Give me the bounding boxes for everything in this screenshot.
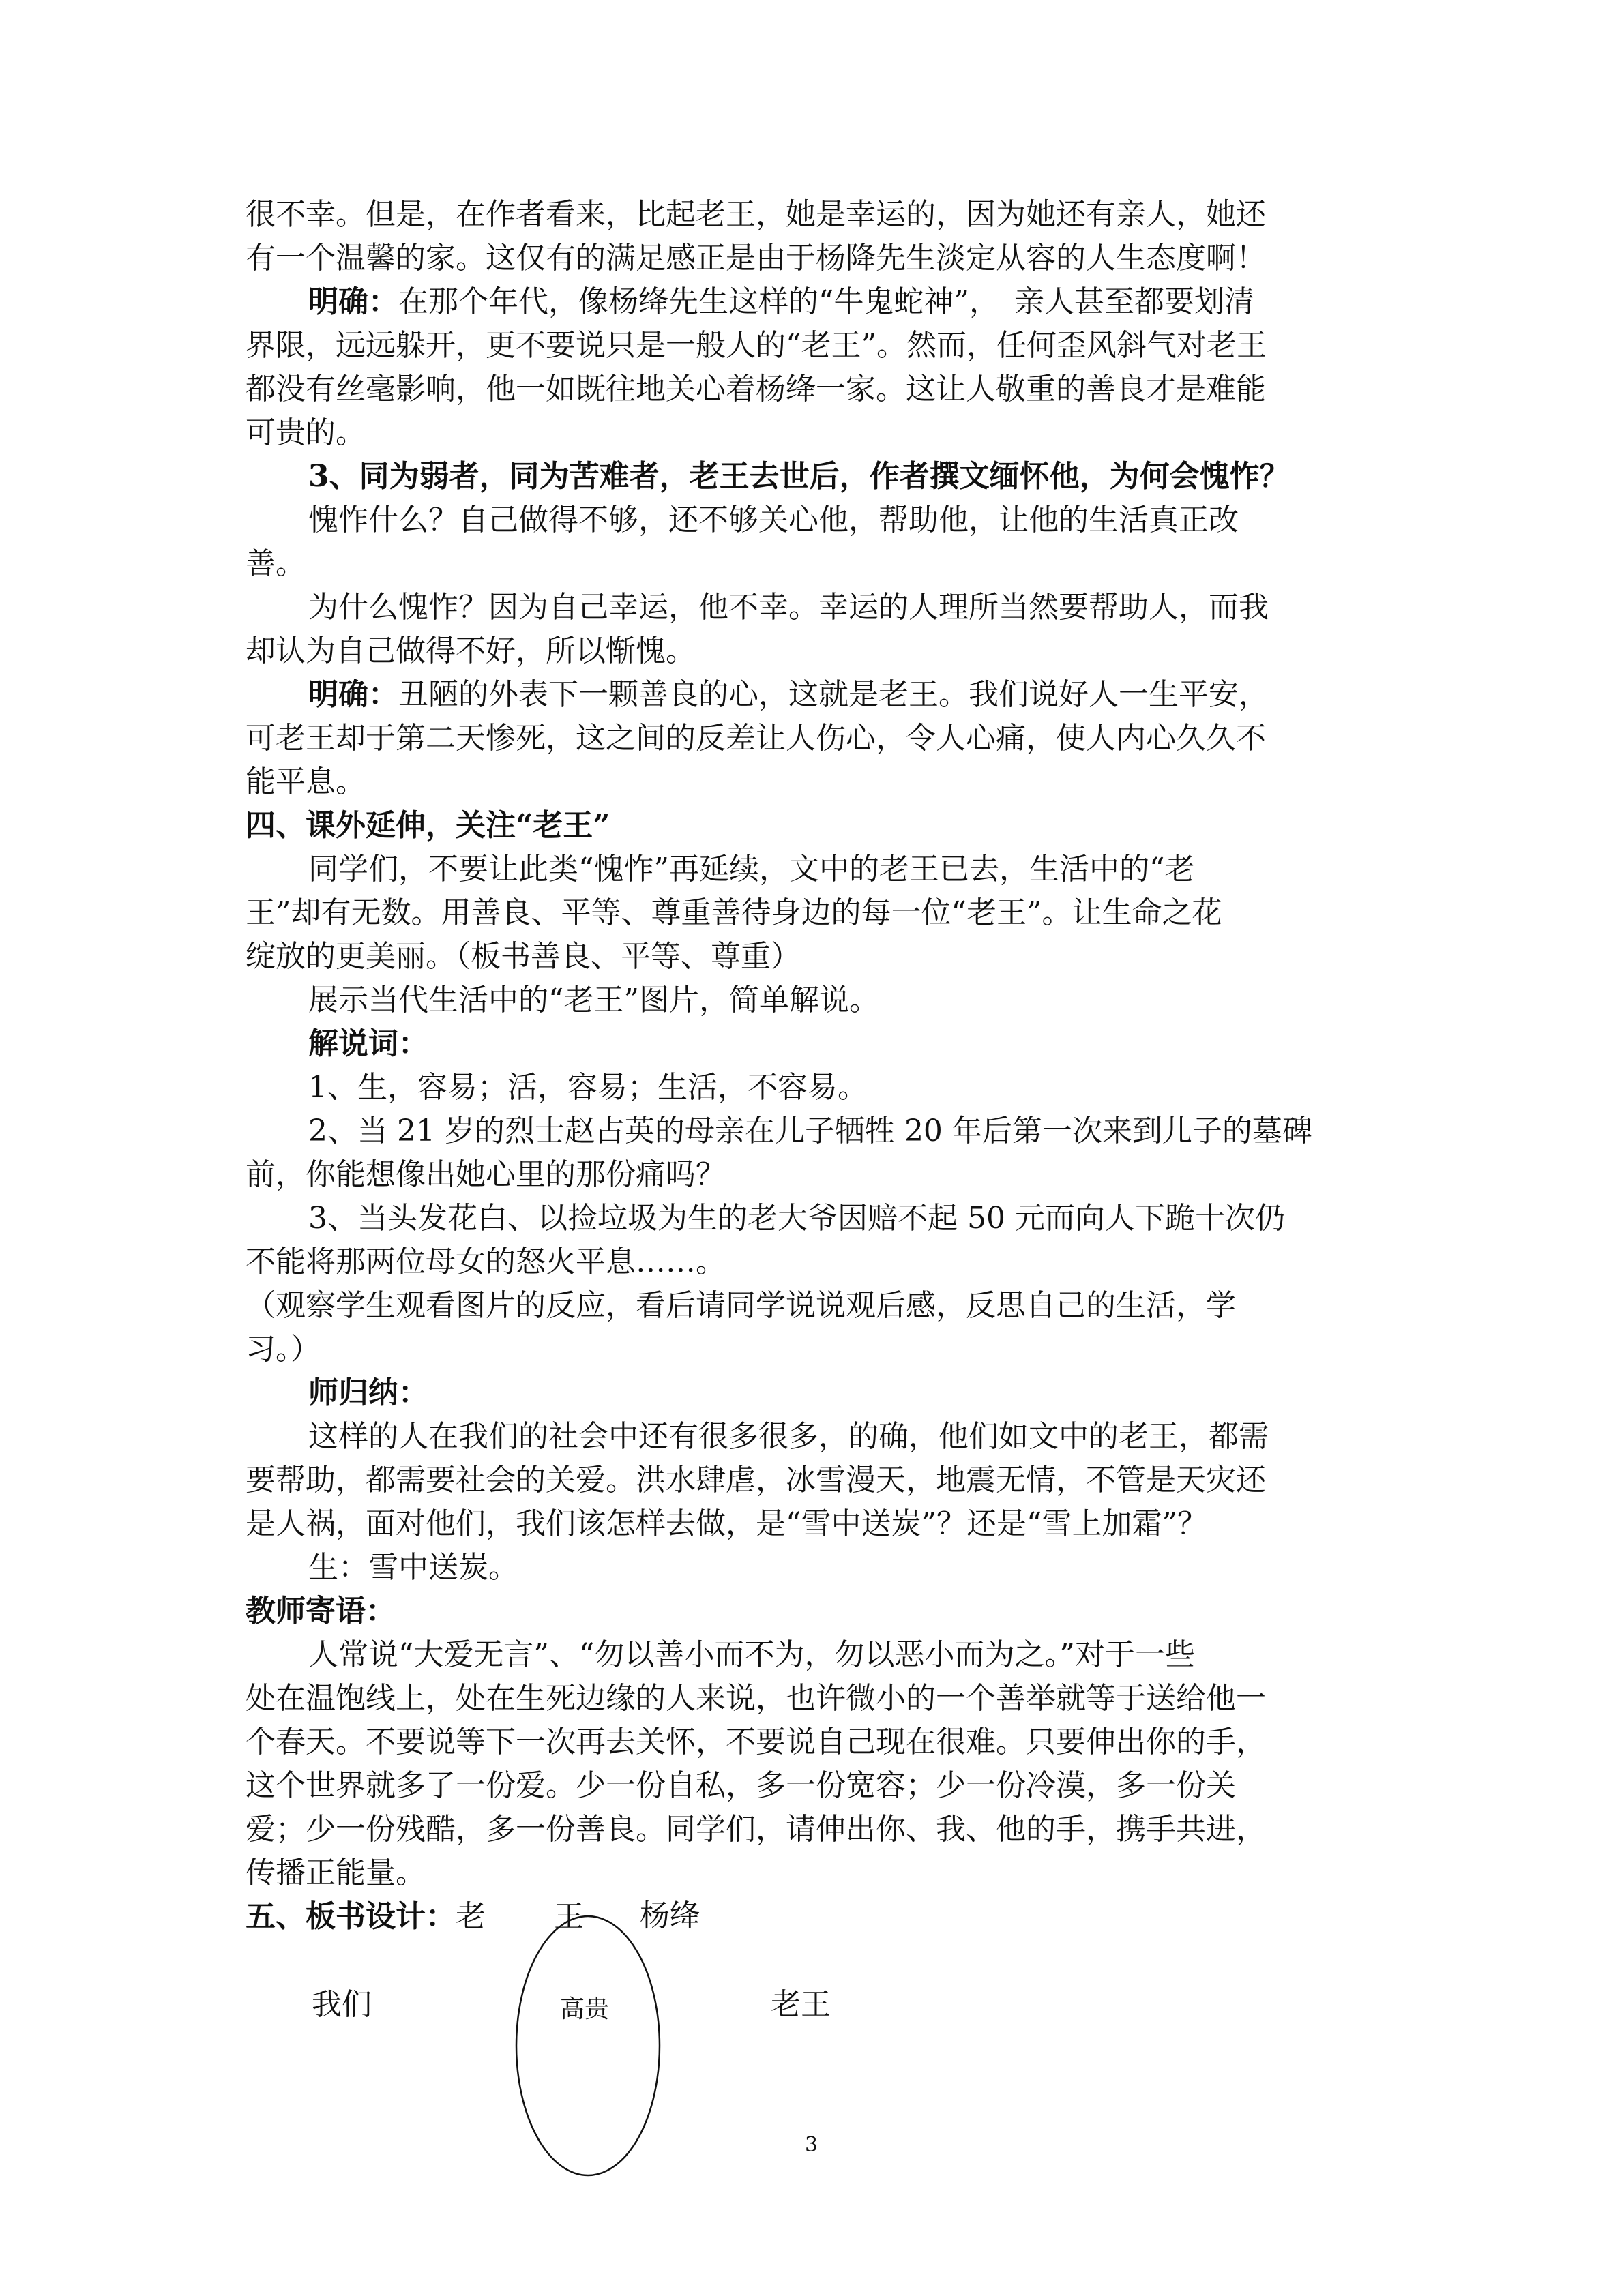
board-design-heading bbox=[246, 1895, 1378, 1939]
subheading: 解说词： bbox=[308, 1026, 428, 1061]
paragraph-line: 界限，远远躲开，更不要说只是一般人的“老王”。然而，任何歪风斜气对老王 bbox=[246, 328, 1267, 363]
document-body bbox=[246, 193, 1378, 1939]
board-title-char-1: 老 bbox=[456, 1899, 486, 1934]
paragraph-line: 生：雪中送炭。 bbox=[308, 1550, 518, 1585]
paragraph-line: 为什么愧怍？因为自己幸运，他不幸。幸运的人理所当然要帮助人，而我 bbox=[308, 590, 1269, 625]
clarification-label: 明确： bbox=[308, 284, 398, 319]
paragraph-line: 展示当代生活中的“老王”图片，简单解说。 bbox=[308, 983, 879, 1017]
list-item: 2、当 21 岁的烈士赵占英的母亲在儿子牺牲 20 年后第一次来到儿子的墓碑 bbox=[308, 1114, 1312, 1148]
paragraph-line: 这个世界就多了一份爱。少一份自私，多一份宽容；少一份冷漠，多一份关 bbox=[246, 1768, 1236, 1803]
section-heading: 四、课外延伸，关注“老王” bbox=[246, 808, 610, 843]
paragraph-text: 丑陋的外表下一颗善良的心，这就是老王。我们说好人一生平安， bbox=[398, 677, 1269, 712]
board-oval bbox=[516, 1916, 660, 2175]
board-label-noble: 高贵 bbox=[560, 1995, 610, 2023]
paragraph-line: 愧怍什么？自己做得不够，还不够关心他，帮助他，让他的生活真正改 bbox=[308, 503, 1239, 537]
board-label-laowang: 老王 bbox=[771, 1987, 831, 2022]
board-label-yangjiang: 杨绛 bbox=[640, 1898, 700, 1933]
clarification-label: 明确： bbox=[308, 677, 398, 712]
paragraph-line: 前，你能想像出她心里的那份痛吗？ bbox=[246, 1157, 726, 1192]
paragraph-line: 有一个温馨的家。这仅有的满足感正是由于杨降先生淡定从容的人生态度啊！ bbox=[246, 241, 1266, 275]
paragraph-line: 这样的人在我们的社会中还有很多很多，的确，他们如文中的老王，都需 bbox=[308, 1419, 1269, 1454]
paragraph-line: 不能将那两位母女的怒火平息……。 bbox=[246, 1244, 726, 1279]
paragraph-line: 很不幸。但是，在作者看来，比起老王，她是幸运的，因为她还有亲人，她还 bbox=[246, 197, 1266, 232]
list-item: 3、当头发花白、以捡垃圾为生的老大爷因赔不起 50 元而向人下跪十次仍 bbox=[308, 1201, 1285, 1236]
paragraph-line: 能平息。 bbox=[246, 764, 366, 799]
board-heading-label: 五、板书设计： bbox=[246, 1899, 456, 1934]
page-number: 3 bbox=[805, 2133, 818, 2157]
paragraph-line: 个春天。不要说等下一次再去关怀，不要说自己现在很难。只要伸出你的手， bbox=[246, 1725, 1266, 1759]
clarification-paragraph bbox=[246, 673, 1378, 717]
paragraph-line: 是人祸，面对他们，我们该怎样去做，是“雪中送炭”？还是“雪上加霜”？ bbox=[246, 1506, 1207, 1541]
paragraph-line: （观察学生观看图片的反应，看后请同学说说观后感，反思自己的生活，学 bbox=[246, 1288, 1236, 1323]
paragraph-line: 王”却有无数。用善良、平等、尊重善待身边的每一位“老王”。让生命之花 bbox=[246, 895, 1222, 930]
paragraph-line: 爱；少一份残酷，多一份善良。同学们，请伸出你、我、他的手，携手共进， bbox=[246, 1812, 1266, 1847]
paragraph-line: 习。） bbox=[246, 1332, 321, 1367]
paragraph-line: 善。 bbox=[246, 546, 306, 581]
paragraph-line: 却认为自己做得不好，所以惭愧。 bbox=[246, 633, 696, 668]
paragraph-line: 处在温饱线上，处在生死边缘的人来说，也许微小的一个善举就等于送给他一 bbox=[246, 1681, 1266, 1716]
board-label-we: 我们 bbox=[312, 1987, 372, 2022]
paragraph-line: 同学们，不要让此类“愧怍”再延续，文中的老王已去，生活中的“老 bbox=[308, 852, 1195, 886]
paragraph-line: 人常说“大爱无言”、“勿以善小而不为，勿以恶小而为之。”对于一些 bbox=[308, 1637, 1195, 1672]
paragraph-text: 在那个年代，像杨绛先生这样的“牛鬼蛇神”， 亲人甚至都要划清 bbox=[398, 284, 1254, 319]
board-title-char-2: 王 bbox=[554, 1899, 584, 1934]
clarification-paragraph bbox=[246, 280, 1378, 324]
subheading: 师归纳： bbox=[308, 1375, 428, 1410]
paragraph-line: 都没有丝毫影响，他一如既往地关心着杨绛一家。这让人敬重的善良才是难能 bbox=[246, 372, 1266, 406]
paragraph-line: 要帮助，都需要社会的关爱。洪水肆虐，冰雪漫天，地震无情，不管是天灾还 bbox=[246, 1463, 1266, 1497]
section-heading: 教师寄语： bbox=[246, 1594, 396, 1628]
paragraph-line: 传播正能量。 bbox=[246, 1855, 426, 1890]
list-item: 1、生，容易；活，容易；生活，不容易。 bbox=[308, 1070, 868, 1105]
paragraph-line: 可贵的。 bbox=[246, 415, 366, 450]
question-heading: 3、同为弱者，同为苦难者，老王去世后，作者撰文缅怀他，为何会愧怍？ bbox=[308, 459, 1290, 494]
paragraph-line: 可老王却于第二天惨死，这之间的反差让人伤心，令人心痛，使人内心久久不 bbox=[246, 721, 1266, 756]
paragraph-line: 绽放的更美丽。（板书善良、平等、尊重） bbox=[246, 939, 801, 974]
